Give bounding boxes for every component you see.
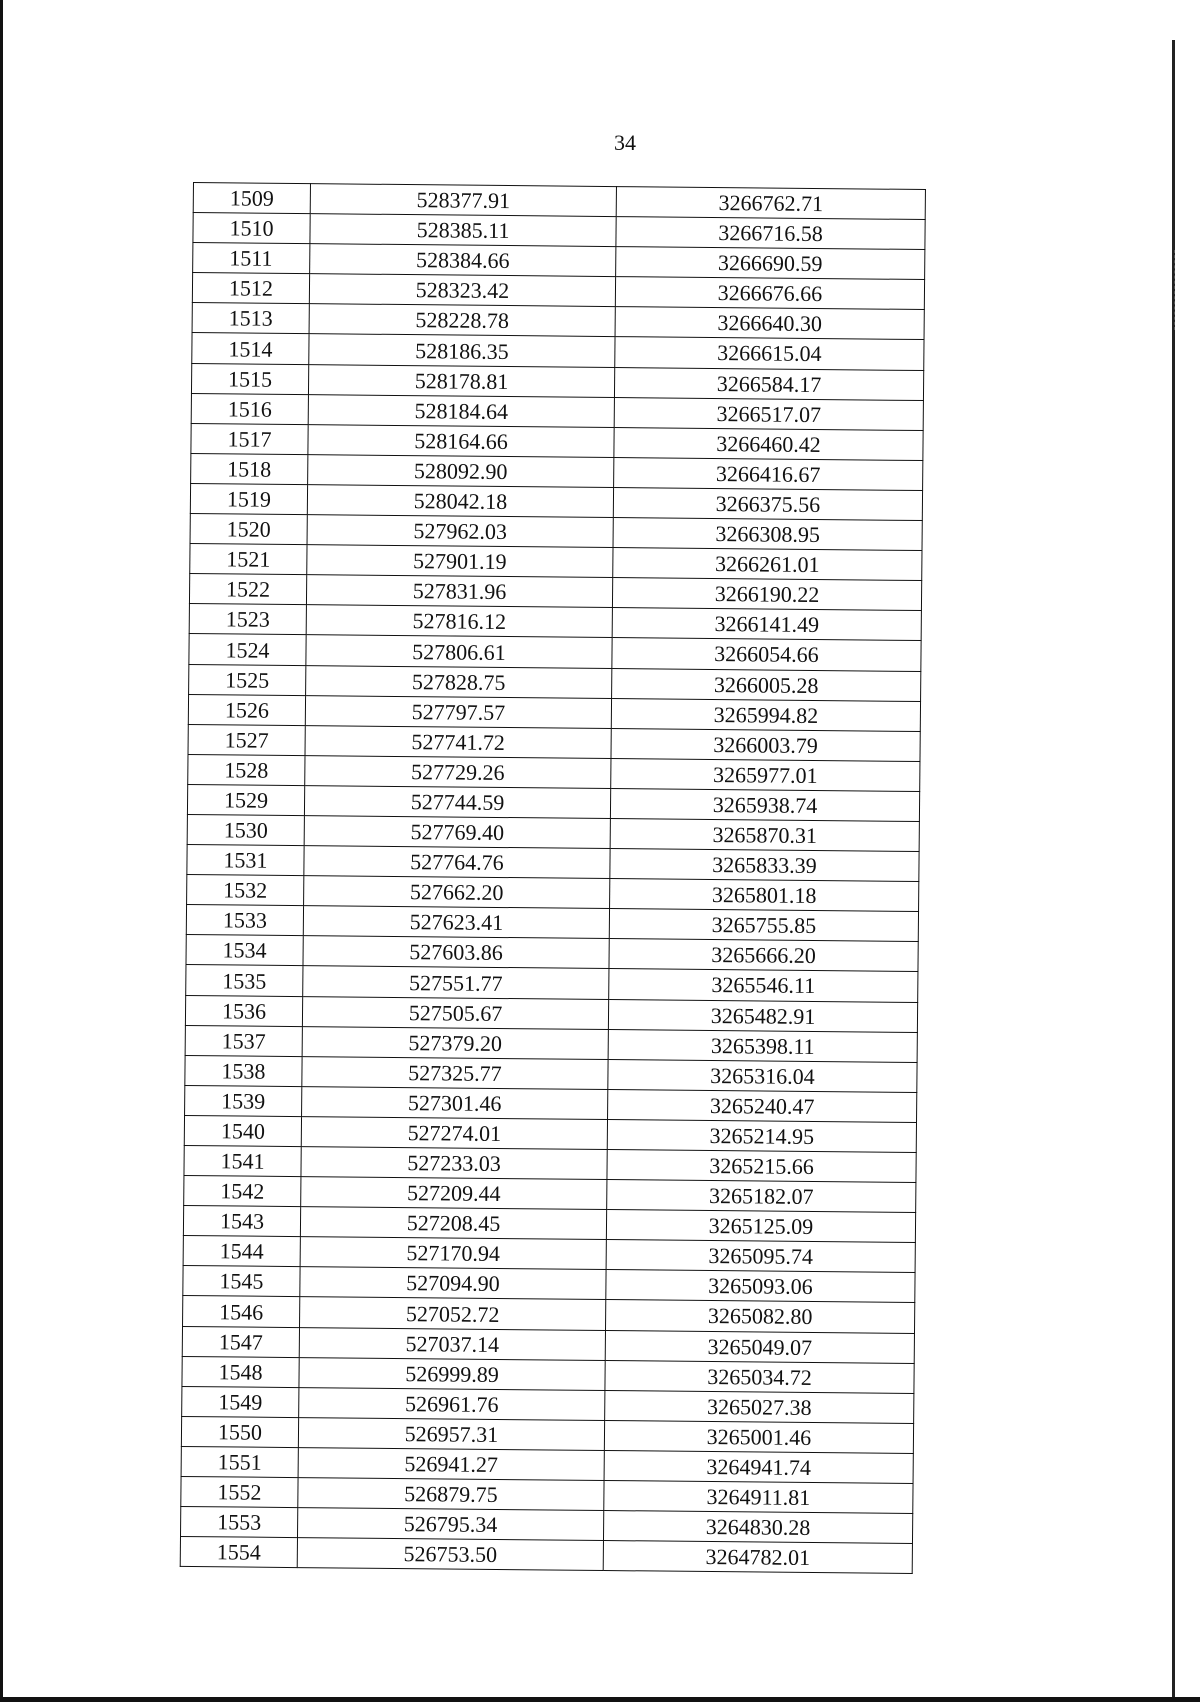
y-coordinate-cell: 3266003.79 [611,728,920,761]
x-coordinate-cell: 528228.78 [309,304,615,337]
y-coordinate-cell: 3266640.30 [615,307,924,340]
x-coordinate-cell: 527037.14 [299,1327,605,1360]
x-coordinate-cell: 527551.77 [303,966,609,999]
y-coordinate-cell: 3265870.31 [610,819,919,852]
y-coordinate-cell: 3266375.56 [613,487,922,520]
point-id-cell: 1547 [182,1326,299,1357]
x-coordinate-cell: 527741.72 [305,725,611,758]
point-id-cell: 1548 [182,1356,299,1387]
x-coordinate-cell: 527209.44 [301,1177,607,1210]
point-id-cell: 1518 [191,453,308,484]
scan-edge-left [0,0,3,1702]
x-coordinate-cell: 528384.66 [310,244,616,277]
x-coordinate-cell: 527052.72 [300,1297,606,1330]
x-coordinate-cell: 527274.01 [301,1116,607,1149]
point-id-cell: 1532 [187,875,304,906]
point-id-cell: 1519 [190,483,307,514]
y-coordinate-cell: 3266460.42 [614,427,923,460]
y-coordinate-cell: 3266005.28 [612,668,921,701]
point-id-cell: 1523 [189,604,306,635]
table-row [180,1537,912,1574]
y-coordinate-cell: 3266762.71 [616,187,925,220]
x-coordinate-cell: 527797.57 [305,695,611,728]
y-coordinate-cell: 3266141.49 [612,608,921,641]
x-coordinate-cell: 527623.41 [303,906,609,939]
x-coordinate-cell: 527505.67 [302,996,608,1029]
x-coordinate-cell: 528164.66 [308,424,614,457]
point-id-cell: 1528 [188,754,305,785]
x-coordinate-cell: 528323.42 [309,274,615,307]
y-coordinate-cell: 3264830.28 [603,1511,912,1544]
x-coordinate-cell: 527325.77 [302,1056,608,1089]
x-coordinate-cell: 527170.94 [300,1237,606,1270]
point-id-cell: 1545 [183,1266,300,1297]
x-coordinate-cell: 527962.03 [307,515,613,548]
y-coordinate-cell: 3266308.95 [613,518,922,551]
coordinate-table [180,182,926,1574]
point-id-cell: 1540 [184,1115,301,1146]
y-coordinate-cell: 3266716.58 [616,217,925,250]
x-coordinate-cell: 527729.26 [305,755,611,788]
point-id-cell: 1535 [186,965,303,996]
y-coordinate-cell: 3266054.66 [612,638,921,671]
x-coordinate-cell: 527208.45 [300,1207,606,1240]
point-id-cell: 1541 [184,1145,301,1176]
point-id-cell: 1517 [191,423,308,454]
point-id-cell: 1529 [187,784,304,815]
x-coordinate-cell: 527901.19 [307,545,613,578]
y-coordinate-cell: 3266676.66 [615,277,924,310]
x-coordinate-cell: 528178.81 [308,364,614,397]
point-id-cell: 1530 [187,814,304,845]
x-coordinate-cell: 527603.86 [303,936,609,969]
y-coordinate-cell: 3265994.82 [611,698,920,731]
scan-edge-right-fragment [1174,250,1176,330]
y-coordinate-cell: 3265215.66 [607,1150,916,1183]
y-coordinate-cell: 3265001.46 [604,1420,913,1453]
x-coordinate-cell: 528186.35 [309,334,615,367]
point-id-cell: 1512 [192,273,309,304]
x-coordinate-cell: 527379.20 [302,1026,608,1059]
point-id-cell: 1531 [187,845,304,876]
x-coordinate-cell: 527769.40 [304,816,610,849]
y-coordinate-cell: 3265214.95 [607,1119,916,1152]
point-id-cell: 1510 [193,213,310,244]
y-coordinate-cell: 3266517.07 [614,397,923,430]
point-id-cell: 1524 [189,634,306,665]
point-id-cell: 1515 [191,363,308,394]
y-coordinate-cell: 3265398.11 [608,1029,917,1062]
y-coordinate-cell: 3264911.81 [604,1481,913,1514]
point-id-cell: 1537 [185,1025,302,1056]
point-id-cell: 1534 [186,935,303,966]
y-coordinate-cell: 3265093.06 [606,1270,915,1303]
x-coordinate-cell: 526999.89 [299,1357,605,1390]
y-coordinate-cell: 3264941.74 [604,1450,913,1483]
x-coordinate-cell: 526753.50 [297,1538,603,1571]
x-coordinate-cell: 527816.12 [306,605,612,638]
y-coordinate-cell: 3266615.04 [615,337,924,370]
point-id-cell: 1522 [189,574,306,605]
x-coordinate-cell: 527831.96 [306,575,612,608]
y-coordinate-cell: 3265755.85 [609,909,918,942]
coordinate-table-body [180,183,925,1574]
point-id-cell: 1551 [181,1446,298,1477]
point-id-cell: 1539 [185,1085,302,1116]
point-id-cell: 1525 [189,664,306,695]
y-coordinate-cell: 3266690.59 [616,247,925,280]
x-coordinate-cell: 527806.61 [306,635,612,668]
point-id-cell: 1536 [185,995,302,1026]
y-coordinate-cell: 3265027.38 [605,1390,914,1423]
y-coordinate-cell: 3265482.91 [608,999,917,1032]
point-id-cell: 1533 [186,905,303,936]
point-id-cell: 1544 [183,1236,300,1267]
x-coordinate-cell: 527301.46 [302,1086,608,1119]
y-coordinate-cell: 3265049.07 [605,1330,914,1363]
x-coordinate-cell: 526961.76 [299,1387,605,1420]
y-coordinate-cell: 3266584.17 [614,367,923,400]
point-id-cell: 1527 [188,724,305,755]
y-coordinate-cell: 3265182.07 [607,1180,916,1213]
y-coordinate-cell: 3265833.39 [610,849,919,882]
point-id-cell: 1520 [190,514,307,545]
y-coordinate-cell: 3265977.01 [611,758,920,791]
point-id-cell: 1546 [183,1296,300,1327]
y-coordinate-cell: 3265034.72 [605,1360,914,1393]
y-coordinate-cell: 3265316.04 [608,1059,917,1092]
point-id-cell: 1554 [180,1537,297,1568]
x-coordinate-cell: 527233.03 [301,1147,607,1180]
x-coordinate-cell: 527764.76 [304,846,610,879]
x-coordinate-cell: 526795.34 [297,1508,603,1541]
y-coordinate-cell: 3265546.11 [609,969,918,1002]
x-coordinate-cell: 526957.31 [298,1417,604,1450]
y-coordinate-cell: 3266416.67 [614,457,923,490]
x-coordinate-cell: 528092.90 [308,454,614,487]
point-id-cell: 1538 [185,1055,302,1086]
x-coordinate-cell: 528042.18 [307,485,613,518]
y-coordinate-cell: 3265801.18 [610,879,919,912]
y-coordinate-cell: 3264782.01 [603,1541,912,1574]
y-coordinate-cell: 3266261.01 [613,548,922,581]
x-coordinate-cell: 528184.64 [308,394,614,427]
point-id-cell: 1543 [183,1206,300,1237]
point-id-cell: 1542 [184,1176,301,1207]
coordinate-table-wrapper [180,182,925,1574]
point-id-cell: 1513 [192,303,309,334]
point-id-cell: 1552 [181,1476,298,1507]
point-id-cell: 1549 [182,1386,299,1417]
point-id-cell: 1509 [193,183,310,214]
point-id-cell: 1553 [180,1507,297,1538]
y-coordinate-cell: 3265082.80 [605,1300,914,1333]
y-coordinate-cell: 3265095.74 [606,1240,915,1273]
page-number: 34 [614,130,636,155]
point-id-cell: 1514 [192,333,309,364]
y-coordinate-cell: 3266190.22 [612,578,921,611]
point-id-cell: 1526 [188,694,305,725]
x-coordinate-cell: 527828.75 [306,665,612,698]
x-coordinate-cell: 528385.11 [310,214,616,247]
x-coordinate-cell: 527094.90 [300,1267,606,1300]
x-coordinate-cell: 526941.27 [298,1448,604,1481]
x-coordinate-cell: 527662.20 [304,876,610,909]
y-coordinate-cell: 3265938.74 [610,788,919,821]
scan-edge-bottom [0,1697,1200,1702]
x-coordinate-cell: 526879.75 [298,1478,604,1511]
x-coordinate-cell: 528377.91 [310,184,616,217]
y-coordinate-cell: 3265240.47 [608,1089,917,1122]
y-coordinate-cell: 3265666.20 [609,939,918,972]
x-coordinate-cell: 527744.59 [304,785,610,818]
point-id-cell: 1521 [190,544,307,575]
point-id-cell: 1550 [181,1416,298,1447]
point-id-cell: 1516 [191,393,308,424]
y-coordinate-cell: 3265125.09 [606,1210,915,1243]
point-id-cell: 1511 [193,243,310,274]
